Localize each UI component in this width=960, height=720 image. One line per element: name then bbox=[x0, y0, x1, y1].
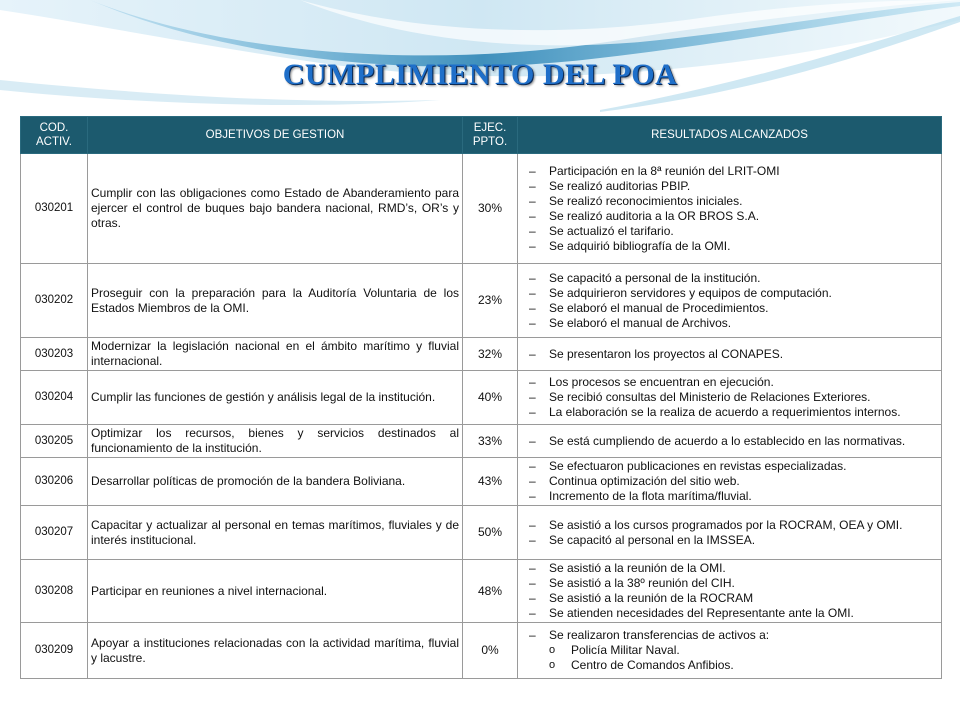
cell-results bbox=[518, 506, 942, 560]
table-row bbox=[21, 154, 942, 264]
header-objective: OBJETIVOS DE GESTION bbox=[88, 117, 463, 154]
result-item: – Se está cumpliendo de acuerdo a lo establecido en las normativas. bbox=[521, 434, 938, 449]
result-item: – Se adquirieron servidores y equipos de computación. bbox=[521, 286, 938, 301]
table-row bbox=[21, 506, 942, 560]
result-item: – Los procesos se encuentran en ejecución. bbox=[521, 375, 938, 390]
subresults-list bbox=[521, 643, 938, 673]
result-item: – Se efectuaron publicaciones en revistas especializadas. bbox=[521, 459, 938, 474]
table-row bbox=[21, 560, 942, 623]
cell-code: 030204 bbox=[21, 371, 88, 425]
cell-objective: Optimizar los recursos, bienes y servicios destinados al funcionamiento de la institución. bbox=[88, 425, 463, 458]
cell-objective: Cumplir con las obligaciones como Estado de Abanderamiento para ejercer el control de buques bajo bandera nacional, RMD’s, OR’s y otras. bbox=[88, 154, 463, 264]
subresult-item: o Centro de Comandos Anfibios. bbox=[521, 658, 938, 673]
cell-exec-percent: 48% bbox=[463, 560, 518, 623]
cell-code: 030203 bbox=[21, 338, 88, 371]
results-list bbox=[521, 271, 938, 331]
cell-results bbox=[518, 371, 942, 425]
results-list bbox=[521, 628, 938, 643]
cell-exec-percent: 23% bbox=[463, 264, 518, 338]
table-row bbox=[21, 371, 942, 425]
results-list bbox=[521, 434, 938, 449]
cell-results bbox=[518, 154, 942, 264]
table-row bbox=[21, 623, 942, 679]
cell-exec-percent: 43% bbox=[463, 458, 518, 506]
cell-exec-percent: 50% bbox=[463, 506, 518, 560]
results-list bbox=[521, 561, 938, 621]
result-item: – Se realizaron transferencias de activos a: bbox=[521, 628, 938, 643]
results-list bbox=[521, 347, 938, 362]
cell-code: 030208 bbox=[21, 560, 88, 623]
cell-objective: Modernizar la legislación nacional en el ámbito marítimo y fluvial internacional. bbox=[88, 338, 463, 371]
result-item: – Continua optimización del sitio web. bbox=[521, 474, 938, 489]
cell-code: 030207 bbox=[21, 506, 88, 560]
table-row bbox=[21, 338, 942, 371]
result-item: – Se asistió a la reunión de la ROCRAM bbox=[521, 591, 938, 606]
result-item: – Se capacitó al personal en la IMSSEA. bbox=[521, 533, 938, 548]
cell-exec-percent: 30% bbox=[463, 154, 518, 264]
result-item: – Se atienden necesidades del Representante ante la OMI. bbox=[521, 606, 938, 621]
header-exec: EJEC. PPTO. bbox=[463, 117, 518, 154]
cell-objective: Cumplir las funciones de gestión y análisis legal de la institución. bbox=[88, 371, 463, 425]
results-list bbox=[521, 518, 938, 548]
cell-code: 030209 bbox=[21, 623, 88, 679]
cell-results bbox=[518, 338, 942, 371]
result-item: – Se actualizó el tarifario. bbox=[521, 224, 938, 239]
cell-code: 030206 bbox=[21, 458, 88, 506]
cell-exec-percent: 40% bbox=[463, 371, 518, 425]
result-item: – Se elaboró el manual de Archivos. bbox=[521, 316, 938, 331]
cell-results bbox=[518, 560, 942, 623]
cell-results bbox=[518, 264, 942, 338]
results-list bbox=[521, 459, 938, 504]
result-item: – Se recibió consultas del Ministerio de Relaciones Exteriores. bbox=[521, 390, 938, 405]
cell-exec-percent: 0% bbox=[463, 623, 518, 679]
cell-results bbox=[518, 623, 942, 679]
result-item: – Se realizó auditoria a la OR BROS S.A. bbox=[521, 209, 938, 224]
result-item: – Se asistió a los cursos programados por la ROCRAM, OEA y OMI. bbox=[521, 518, 938, 533]
cell-code: 030201 bbox=[21, 154, 88, 264]
cell-objective: Desarrollar políticas de promoción de la bandera Boliviana. bbox=[88, 458, 463, 506]
table-body bbox=[21, 154, 942, 679]
subresult-item: o Policía Militar Naval. bbox=[521, 643, 938, 658]
table-row bbox=[21, 264, 942, 338]
result-item: – La elaboración se la realiza de acuerdo a requerimientos internos. bbox=[521, 405, 938, 420]
cell-objective: Apoyar a instituciones relacionadas con la actividad marítima, fluvial y lacustre. bbox=[88, 623, 463, 679]
result-item: – Se realizó auditorias PBIP. bbox=[521, 179, 938, 194]
result-item: – Se asistió a la 38º reunión del CIH. bbox=[521, 576, 938, 591]
result-item: – Se elaboró el manual de Procedimientos. bbox=[521, 301, 938, 316]
cell-code: 030202 bbox=[21, 264, 88, 338]
result-item: – Se realizó reconocimientos iniciales. bbox=[521, 194, 938, 209]
result-item: – Se capacitó a personal de la institución. bbox=[521, 271, 938, 286]
cell-exec-percent: 33% bbox=[463, 425, 518, 458]
result-item: – Participación en la 8ª reunión del LRIT-OMI bbox=[521, 164, 938, 179]
cell-results bbox=[518, 425, 942, 458]
cell-exec-percent: 32% bbox=[463, 338, 518, 371]
header-code: COD. ACTIV. bbox=[21, 117, 88, 154]
results-list bbox=[521, 164, 938, 254]
cell-objective: Proseguir con la preparación para la Auditoría Voluntaria de los Estados Miembros de la OMI. bbox=[88, 264, 463, 338]
result-item: – Se presentaron los proyectos al CONAPES. bbox=[521, 347, 938, 362]
cell-objective: Participar en reuniones a nivel internacional. bbox=[88, 560, 463, 623]
cell-results bbox=[518, 458, 942, 506]
poa-table bbox=[20, 116, 942, 679]
result-item: – Incremento de la flota marítima/fluvial. bbox=[521, 489, 938, 504]
page-title: CUMPLIMIENTO DEL POA bbox=[282, 58, 678, 91]
cell-objective: Capacitar y actualizar al personal en temas marítimos, fluviales y de interés institucional. bbox=[88, 506, 463, 560]
header-results: RESULTADOS ALCANZADOS bbox=[518, 117, 942, 154]
result-item: – Se asistió a la reunión de la OMI. bbox=[521, 561, 938, 576]
results-list bbox=[521, 375, 938, 420]
table-row bbox=[21, 425, 942, 458]
table-row bbox=[21, 458, 942, 506]
table-header-row bbox=[21, 117, 942, 154]
result-item: – Se adquirió bibliografía de la OMI. bbox=[521, 239, 938, 254]
cell-code: 030205 bbox=[21, 425, 88, 458]
